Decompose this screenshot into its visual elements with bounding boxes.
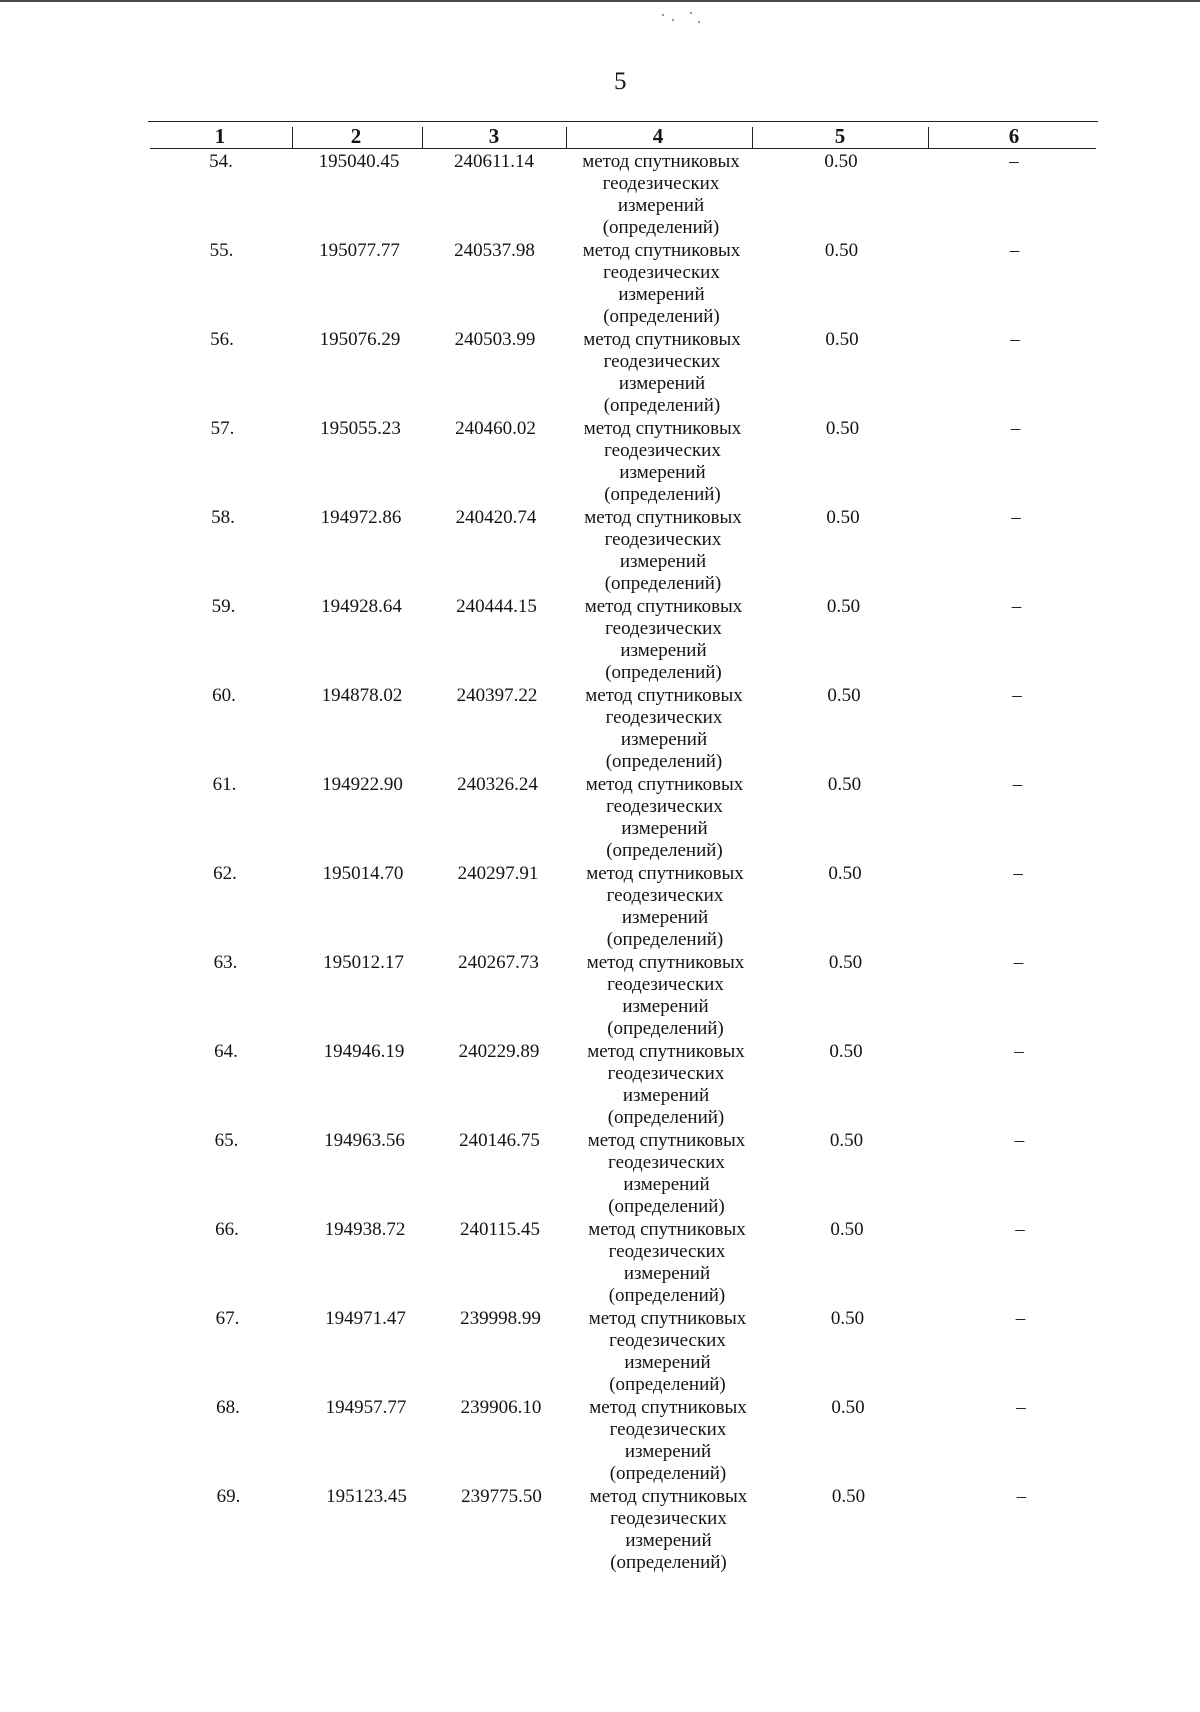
coordinate-x: 195014.70: [322, 863, 404, 884]
coordinate-x: 194938.72: [324, 1219, 406, 1240]
point-number: 59.: [211, 596, 236, 617]
coordinate-y: 240267.73: [458, 952, 539, 973]
scan-speck: [672, 19, 674, 21]
coordinate-y: 240420.74: [455, 507, 537, 528]
coordinate-y: 240297.91: [457, 863, 539, 884]
table-row: [0, 774, 1200, 863]
coordinate-x: 194957.77: [325, 1397, 407, 1418]
method-line: (определений): [608, 1196, 725, 1217]
accuracy-value: 0.50: [831, 1397, 865, 1418]
note-dash: –: [1011, 596, 1022, 617]
coordinate-x: 195055.23: [320, 418, 401, 439]
coordinate-y: 240503.99: [454, 329, 536, 350]
method-line: измерений: [624, 1441, 712, 1462]
coordinate-x: 195077.77: [319, 240, 400, 261]
method-line: метод спутниковых: [588, 1219, 746, 1240]
determination-method: [567, 1219, 767, 1307]
header-divider: [752, 127, 753, 149]
coordinate-y: 240397.22: [456, 685, 538, 706]
coordinate-x: 194878.02: [321, 685, 403, 706]
note-dash: –: [1011, 507, 1021, 528]
header-divider: [566, 127, 567, 149]
table-row: [0, 418, 1200, 507]
method-line: метод спутниковых: [583, 418, 742, 439]
accuracy-value: 0.50: [827, 685, 861, 706]
determination-method: [564, 685, 764, 773]
table-row: [0, 1486, 1200, 1575]
point-number: 60.: [212, 685, 236, 706]
page-number: 5: [614, 68, 627, 95]
note-dash: –: [1013, 863, 1023, 884]
header-col-5: 5: [834, 124, 846, 148]
note-dash: –: [1013, 952, 1024, 973]
header-divider: [292, 127, 293, 149]
determination-method: [566, 952, 766, 1040]
scan-speck: [690, 12, 692, 14]
method-line: измерений: [620, 729, 708, 750]
header-col-6: 6: [1008, 124, 1020, 148]
coordinate-y: 240229.89: [458, 1041, 540, 1062]
method-line: метод спутниковых: [586, 863, 744, 884]
determination-method: [563, 418, 763, 506]
method-line: измерений: [617, 195, 705, 216]
table-row: [0, 240, 1200, 329]
table-row: [0, 151, 1200, 240]
point-number: 65.: [214, 1130, 239, 1151]
coordinate-y: 240115.45: [459, 1219, 541, 1240]
method-line: измерений: [619, 462, 706, 483]
note-dash: –: [1010, 418, 1021, 439]
table-row: [0, 507, 1200, 596]
method-line: геодезических: [603, 351, 721, 372]
accuracy-value: 0.50: [824, 151, 858, 172]
header-divider: [928, 127, 929, 149]
method-line: измерений: [620, 640, 707, 661]
coordinate-x: 195076.29: [319, 329, 401, 350]
method-line: метод спутниковых: [582, 151, 740, 172]
accuracy-value: 0.50: [830, 1308, 865, 1329]
table-row: [0, 1041, 1200, 1130]
coordinate-x: 194946.19: [323, 1041, 405, 1062]
method-line: метод спутниковых: [589, 1397, 747, 1418]
coordinate-y: 240326.24: [457, 774, 538, 795]
coordinate-x: 194972.86: [320, 507, 402, 528]
point-number: 63.: [213, 952, 238, 973]
method-line: (определений): [609, 1374, 726, 1395]
method-line: (определений): [603, 306, 720, 327]
method-line: измерений: [622, 1085, 710, 1106]
determination-method: [565, 774, 765, 862]
method-line: (определений): [603, 395, 721, 416]
method-line: метод спутниковых: [584, 596, 743, 617]
method-line: геодезических: [604, 529, 722, 550]
coordinate-y: 240537.98: [454, 240, 535, 261]
scan-speck: [662, 14, 664, 16]
method-line: измерений: [622, 996, 709, 1017]
note-dash: –: [1012, 774, 1023, 795]
method-line: измерений: [625, 1530, 712, 1551]
method-line: геодезических: [609, 1419, 727, 1440]
coordinate-y: 240460.02: [455, 418, 536, 439]
method-line: (определений): [608, 1285, 726, 1306]
coordinates-table: [0, 151, 1200, 1575]
coordinate-x: 194971.47: [325, 1308, 406, 1329]
point-number: 69.: [216, 1486, 241, 1507]
method-line: метод спутниковых: [587, 1130, 746, 1151]
method-line: метод спутниковых: [587, 1041, 745, 1062]
point-number: 61.: [212, 774, 237, 795]
header-col-4: 4: [652, 124, 664, 148]
method-line: измерений: [619, 551, 707, 572]
method-line: метод спутниковых: [583, 329, 741, 350]
note-dash: –: [1014, 1130, 1025, 1151]
note-dash: –: [1015, 1219, 1025, 1240]
header-divider: [422, 127, 423, 149]
method-line: метод спутниковых: [589, 1486, 748, 1507]
method-line: метод спутниковых: [582, 240, 741, 261]
determination-method: [561, 151, 761, 239]
method-line: измерений: [621, 818, 708, 839]
point-number: 68.: [216, 1397, 240, 1418]
note-dash: –: [1009, 151, 1019, 172]
note-dash: –: [1012, 685, 1022, 706]
coordinate-y: 240611.14: [453, 151, 535, 172]
method-line: (определений): [607, 1018, 724, 1039]
table-row: [0, 596, 1200, 685]
accuracy-value: 0.50: [829, 1041, 863, 1062]
table-row: [0, 863, 1200, 952]
header-col-1: 1: [214, 124, 226, 148]
method-line: метод спутниковых: [585, 774, 744, 795]
accuracy-value: 0.50: [826, 596, 861, 617]
method-line: измерений: [618, 373, 706, 394]
table-row: [0, 1219, 1200, 1308]
method-line: метод спутниковых: [584, 507, 742, 528]
point-number: 64.: [214, 1041, 238, 1062]
method-line: геодезических: [606, 885, 724, 906]
method-line: (определений): [607, 1107, 725, 1128]
scan-top-edge: [0, 0, 1200, 2]
method-line: геодезических: [607, 974, 724, 995]
method-line: (определений): [602, 217, 720, 238]
coordinate-y: 239906.10: [460, 1397, 542, 1418]
method-line: метод спутниковых: [585, 685, 743, 706]
method-line: геодезических: [610, 1508, 727, 1529]
method-line: геодезических: [608, 1152, 725, 1173]
determination-method: [569, 1486, 769, 1574]
determination-method: [564, 596, 764, 684]
accuracy-value: 0.50: [830, 1219, 864, 1240]
table-row: [0, 329, 1200, 418]
note-dash: –: [1010, 329, 1020, 350]
table-row: [0, 1397, 1200, 1486]
method-line: (определений): [605, 751, 723, 772]
method-line: геодезических: [604, 440, 721, 461]
point-number: 62.: [213, 863, 237, 884]
note-dash: –: [1014, 1041, 1024, 1062]
coordinate-x: 194928.64: [321, 596, 402, 617]
header-col-2: 2: [350, 124, 362, 148]
determination-method: [562, 329, 762, 417]
method-line: геодезических: [605, 707, 723, 728]
method-line: (определений): [610, 1552, 727, 1573]
method-line: (определений): [606, 929, 724, 950]
determination-method: [562, 240, 762, 328]
note-dash: –: [1016, 1397, 1026, 1418]
method-line: метод спутниковых: [588, 1308, 747, 1329]
accuracy-value: 0.50: [827, 774, 862, 795]
method-line: геодезических: [606, 796, 723, 817]
point-number: 67.: [215, 1308, 240, 1329]
accuracy-value: 0.50: [829, 1130, 864, 1151]
accuracy-value: 0.50: [828, 863, 862, 884]
header-col-3: 3: [488, 124, 500, 148]
determination-method: [563, 507, 763, 595]
scan-speck: [698, 21, 700, 23]
point-number: 66.: [215, 1219, 239, 1240]
method-line: (определений): [604, 573, 722, 594]
coordinate-y: 240146.75: [459, 1130, 540, 1151]
method-line: геодезических: [609, 1330, 726, 1351]
method-line: измерений: [623, 1263, 711, 1284]
note-dash: –: [1009, 240, 1020, 261]
determination-method: [568, 1308, 768, 1396]
method-line: геодезических: [607, 1063, 725, 1084]
method-line: измерений: [624, 1352, 711, 1373]
coordinate-x: 194963.56: [324, 1130, 405, 1151]
method-line: геодезических: [605, 618, 722, 639]
coordinate-y: 239998.99: [460, 1308, 541, 1329]
coordinate-x: 195012.17: [323, 952, 404, 973]
determination-method: [568, 1397, 768, 1485]
method-line: измерений: [618, 284, 705, 305]
coordinate-x: 194922.90: [322, 774, 403, 795]
coordinate-x: 195040.45: [318, 151, 400, 172]
method-line: измерений: [623, 1174, 710, 1195]
point-number: 57.: [210, 418, 235, 439]
accuracy-value: 0.50: [825, 418, 860, 439]
point-number: 55.: [209, 240, 234, 261]
determination-method: [565, 863, 765, 951]
coordinate-y: 240444.15: [456, 596, 537, 617]
accuracy-value: 0.50: [824, 240, 859, 261]
note-dash: –: [1016, 1486, 1027, 1507]
method-line: геодезических: [608, 1241, 726, 1262]
accuracy-value: 0.50: [825, 329, 859, 350]
method-line: (определений): [606, 840, 723, 861]
point-number: 54.: [209, 151, 233, 172]
coordinate-y: 239775.50: [461, 1486, 542, 1507]
determination-method: [566, 1041, 766, 1129]
table-row: [0, 952, 1200, 1041]
method-line: метод спутниковых: [586, 952, 745, 973]
accuracy-value: 0.50: [826, 507, 860, 528]
note-dash: –: [1015, 1308, 1026, 1329]
point-number: 56.: [210, 329, 234, 350]
coordinate-x: 195123.45: [326, 1486, 407, 1507]
method-line: геодезических: [603, 262, 720, 283]
table-row: [0, 685, 1200, 774]
point-number: 58.: [211, 507, 235, 528]
header-rule-top: [148, 121, 1098, 122]
method-line: (определений): [605, 662, 722, 683]
accuracy-value: 0.50: [828, 952, 863, 973]
method-line: (определений): [604, 484, 721, 505]
method-line: измерений: [621, 907, 709, 928]
table-row: [0, 1130, 1200, 1219]
method-line: (определений): [609, 1463, 727, 1484]
determination-method: [567, 1130, 767, 1218]
accuracy-value: 0.50: [831, 1486, 866, 1507]
method-line: геодезических: [602, 173, 720, 194]
table-row: [0, 1308, 1200, 1397]
